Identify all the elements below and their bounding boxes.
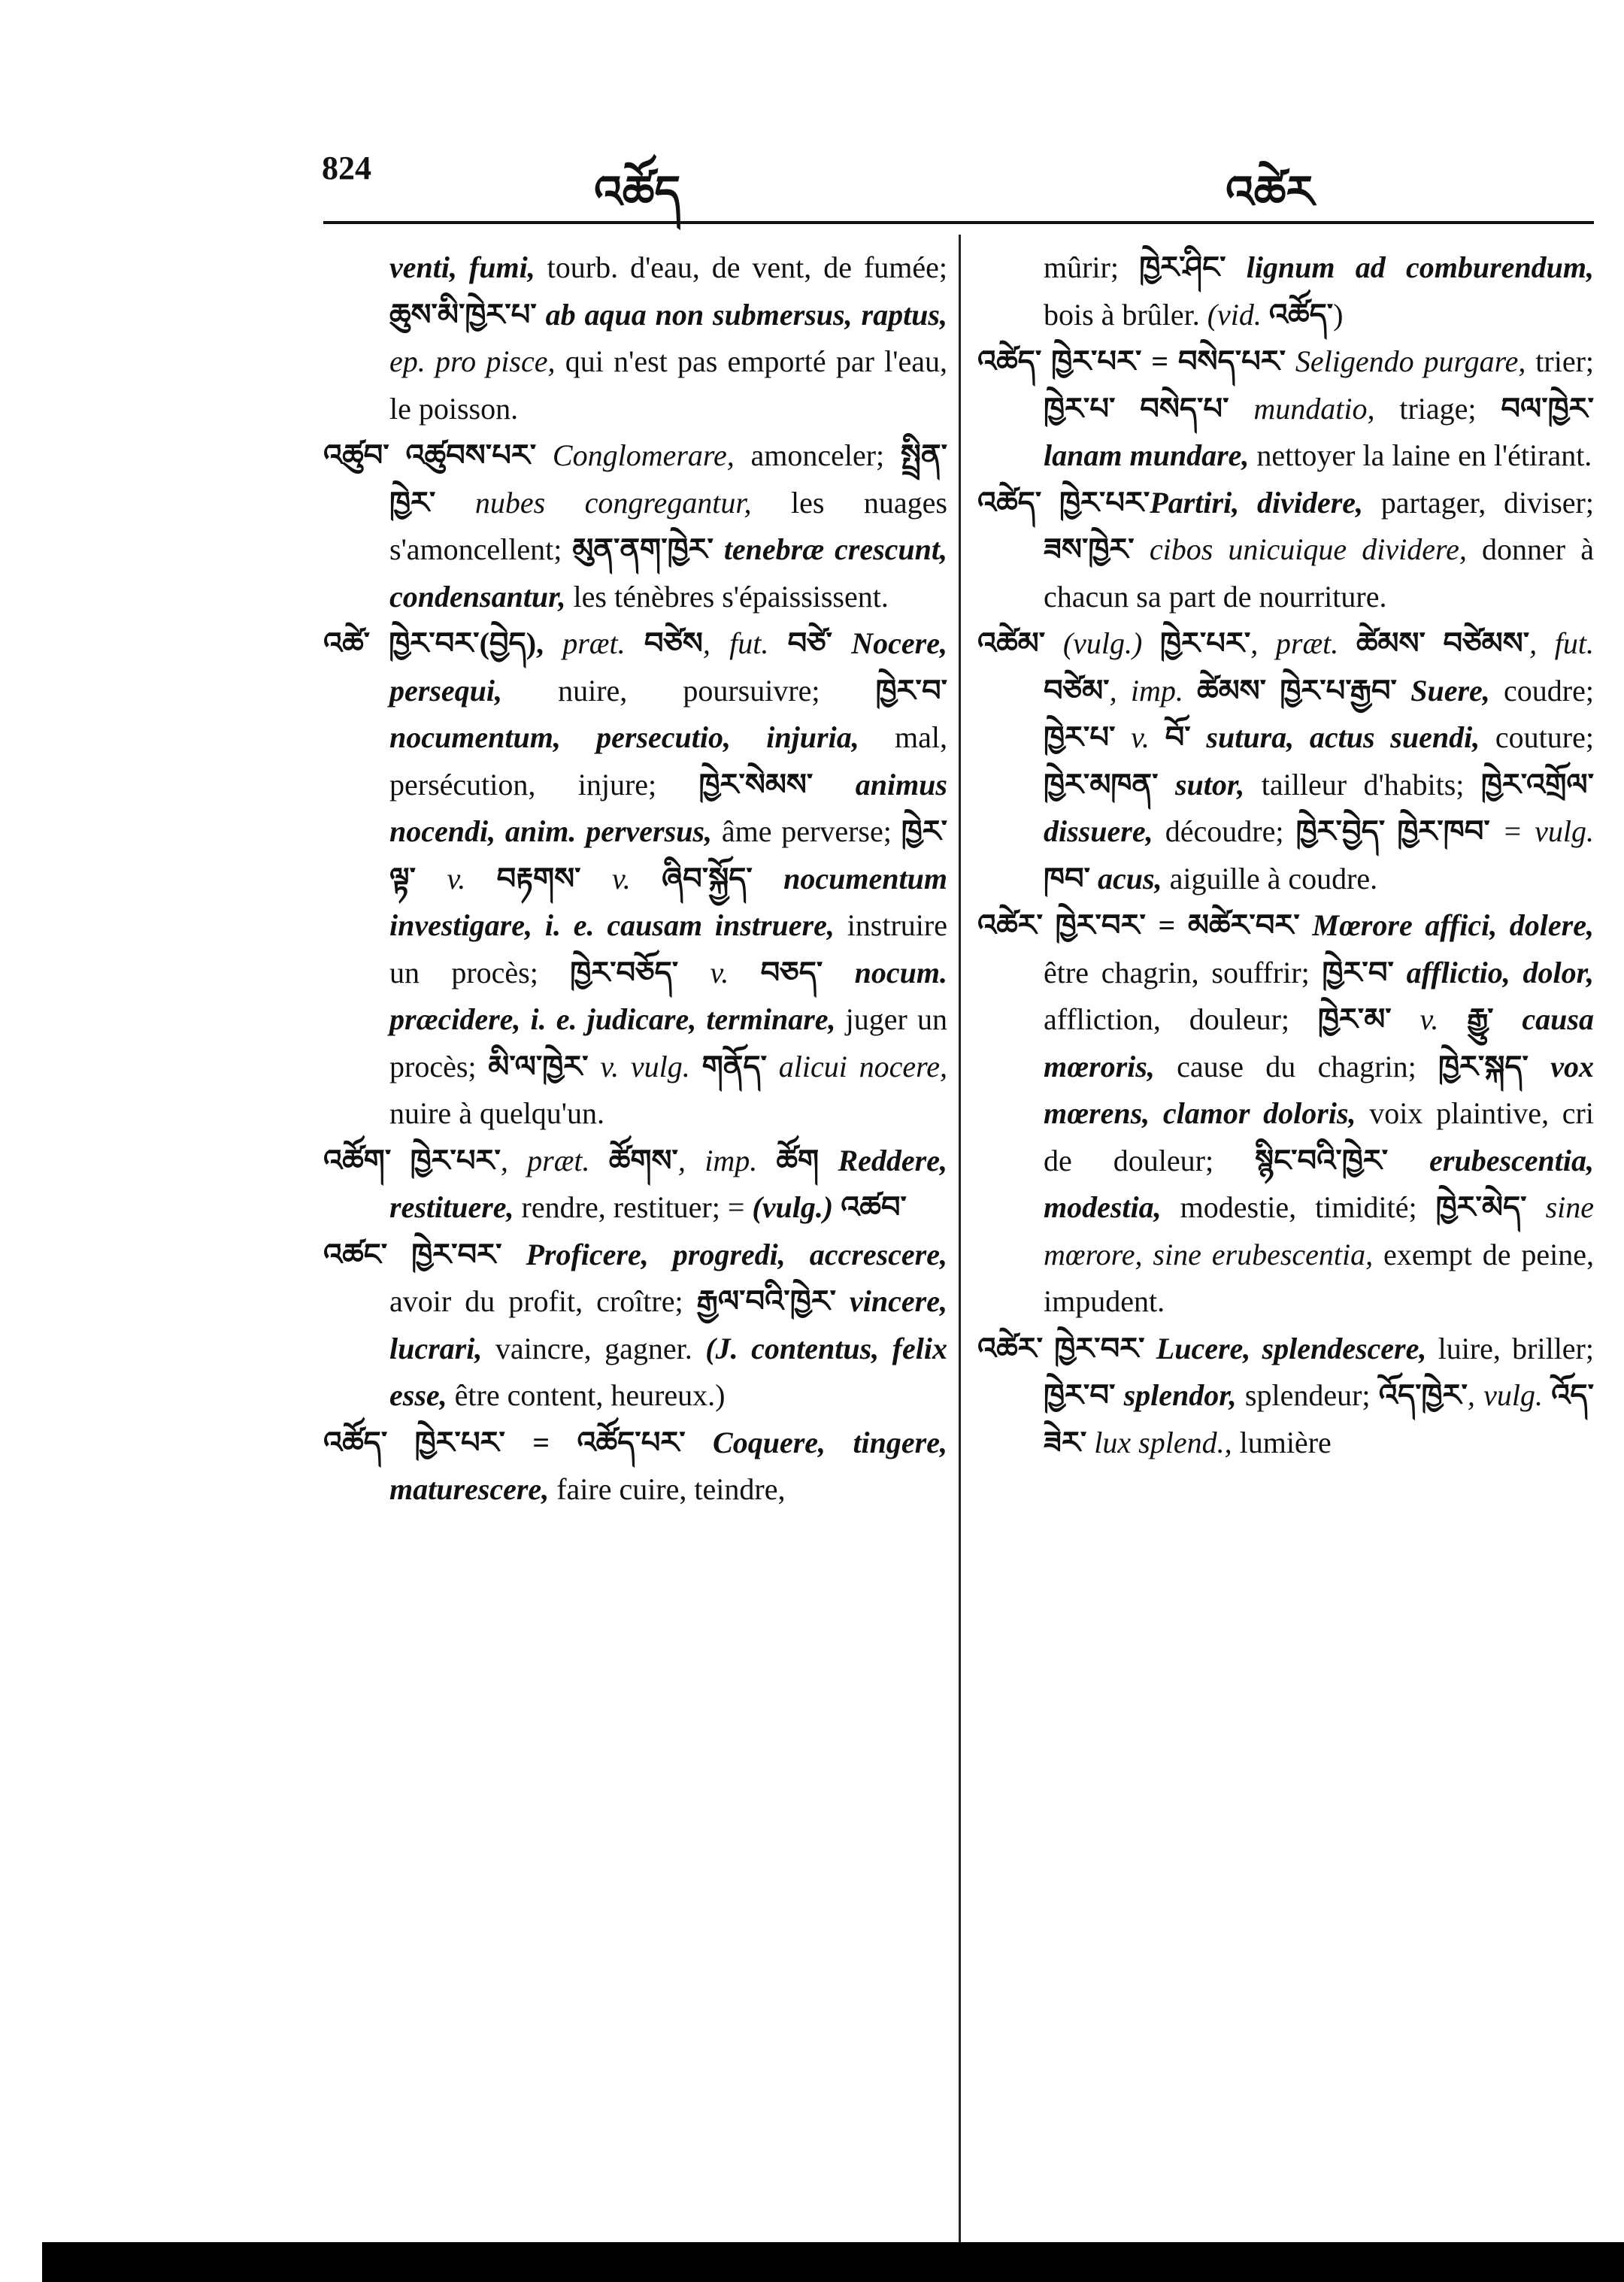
column-divider (959, 235, 961, 2280)
tibetan-text: ཚོག (776, 1143, 820, 1177)
latin-gloss: lanam mundare, (1044, 438, 1250, 472)
latin-gloss: præt. (544, 626, 644, 660)
tibetan-text: ཁྱེར་ལྟ་ (389, 814, 948, 896)
french-gloss: mal, persécution, injure; (389, 720, 947, 802)
french-gloss: trier; (1526, 344, 1595, 378)
latin-gloss: Seligendo purgare, (1286, 344, 1526, 378)
french-gloss: rendre, restituer; = (514, 1190, 753, 1224)
entry-headword: འཚེར་ (977, 908, 1056, 942)
tibetan-text: ཁྱེར་པར་ (410, 1143, 501, 1177)
tibetan-text: བཙེས (644, 626, 703, 660)
entry-headword: འཚེམ་ (977, 626, 1063, 660)
french-gloss: instruire un procès; (389, 908, 947, 989)
latin-gloss: venti, fumi, (389, 250, 535, 284)
latin-gloss: Partiri, dividere, (1150, 485, 1364, 520)
latin-gloss: cibos unicuique dividere, (1134, 532, 1467, 566)
page-number: 824 (322, 150, 371, 186)
entry-headword: འཚེད་ (977, 485, 1060, 520)
latin-gloss: v. (416, 861, 497, 896)
tibetan-text: གནོད་ (701, 1049, 767, 1083)
dictionary-entry (977, 902, 1594, 1326)
tibetan-text: ཁྱེར་བ་ (1322, 955, 1394, 989)
tibetan-text: ཁྱེར་པར་ (1059, 485, 1150, 520)
french-gloss: partager, diviser; (1363, 485, 1594, 520)
latin-gloss: splendor, (1115, 1378, 1237, 1412)
latin-gloss: afflictio, dolor, (1393, 955, 1595, 989)
french-gloss: juger un procès; (389, 1002, 947, 1083)
dictionary-entry (323, 432, 947, 620)
tibetan-text: ཁྱེར་བཅོད་ (570, 955, 679, 989)
latin-gloss: , fut. (1529, 626, 1594, 660)
latin-gloss: tenebræ crescunt, condensantur, (389, 532, 947, 614)
french-gloss: être chagrin, souffrir; (1044, 955, 1323, 989)
latin-gloss: nocumentum, persecutio, injuria, (389, 720, 859, 754)
tibetan-text: ཁྱེར་པ་ (1044, 720, 1116, 754)
tibetan-text: ཁྱེར་མཁན་ (1044, 767, 1159, 802)
french-gloss: lumière (1232, 1425, 1332, 1459)
tibetan-text: བཙེ་ (787, 626, 833, 660)
dictionary-entry (323, 244, 947, 432)
tibetan-text: ཁྱེར་སྐད་ (1438, 1049, 1529, 1083)
dictionary-entry (977, 244, 1594, 338)
latin-gloss: , præt. (1250, 626, 1356, 660)
french-gloss: donner à chacun sa part de nourriture. (1044, 532, 1594, 614)
tibetan-text: རྒྱུ་ (1467, 1002, 1494, 1036)
french-gloss: nuire, poursuivre; (502, 673, 876, 708)
latin-gloss: Proficere, progredi, accrescere, (501, 1237, 947, 1271)
tibetan-text: རྒྱལ་བའི་ཁྱེར་ (696, 1284, 837, 1318)
tibetan-text: བཅད་ (760, 955, 823, 989)
french-gloss: être content, heureux.) (447, 1378, 726, 1412)
french-gloss: aiguille à coudre. (1162, 861, 1378, 896)
latin-gloss: , vulg. (1467, 1378, 1552, 1412)
latin-gloss: lux splend., (1086, 1425, 1232, 1459)
latin-gloss: causa mœroris, (1044, 1002, 1594, 1083)
french-gloss: les ténèbres s'épaississent. (565, 579, 889, 614)
latin-gloss: v. (580, 861, 662, 896)
dictionary-entry (977, 1326, 1594, 1467)
tibetan-text: ཁྱེར་པར་ = བསེད་པར་ (1051, 344, 1286, 378)
right-column (977, 244, 1594, 1466)
latin-gloss: v. (1391, 1002, 1468, 1036)
header-rule (323, 221, 1594, 224)
latin-gloss: Coquere, tingere, maturescere, (389, 1425, 947, 1506)
latin-gloss: animus nocendi, anim. perversus, (389, 767, 947, 848)
tibetan-text: ཆུས་མི་ཁྱེར་པ་ (389, 297, 537, 332)
french-gloss: découdre; (1153, 814, 1296, 848)
tibetan-text: ཁྱེར་མེད་ (1435, 1190, 1527, 1224)
french-gloss: nuire à quelqu'un. (389, 1096, 605, 1130)
latin-gloss: Mœrore affici, dolere, (1299, 908, 1594, 942)
dictionary-entry (977, 620, 1594, 902)
french-gloss: tailleur d'habits; (1244, 767, 1481, 802)
latin-gloss: , imp. (677, 1143, 777, 1177)
latin-gloss: ab aqua non submersus, raptus, (536, 297, 947, 332)
latin-gloss: sine mœrore, sine erubescentia, (1044, 1190, 1594, 1271)
dictionary-entry (323, 1138, 947, 1232)
entry-headword: འཚེ་ (323, 626, 389, 660)
dictionary-entry (977, 480, 1594, 621)
tibetan-text: ཁྱེར་བྱེད་ ཁྱེར་ཁབ་ (1295, 814, 1490, 848)
french-gloss: les nuages s'amoncellent; (389, 485, 947, 566)
left-running-head: འཚོད (594, 168, 681, 217)
tibetan-text: ཁྱེར་པར་ (1159, 626, 1251, 660)
tibetan-text: ཁྱེར་པ་ བསེད་པ་ (1044, 391, 1229, 426)
tibetan-text: བརྟགས་ (496, 861, 581, 896)
entry-headword: འཚེར་ (977, 1331, 1055, 1365)
latin-gloss: vox mœrens, clamor doloris, (1044, 1049, 1594, 1130)
latin-gloss: nocum. præcidere, i. e. judicare, terminare, (389, 955, 947, 1036)
french-gloss: faire cuire, teindre, (549, 1472, 786, 1506)
latin-gloss: , præt. (500, 1143, 609, 1177)
tibetan-text: འོད་ཟེར་ (1044, 1378, 1594, 1459)
latin-gloss: vincere, lucrari, (389, 1284, 947, 1365)
french-gloss: nettoyer la laine en l'étirant. (1249, 438, 1592, 472)
tibetan-text: སྤྲིན་ཁྱེར་ (389, 438, 947, 520)
dictionary-entry (323, 620, 947, 1138)
french-gloss: bois à brûler. (1044, 297, 1207, 332)
latin-gloss: v. (1115, 720, 1165, 754)
latin-gloss: nubes congregantur, (435, 485, 752, 520)
bottom-scan-bar (42, 2242, 1624, 2282)
tibetan-text: ཁབ་ (1044, 861, 1091, 896)
latin-gloss: , imp. (1109, 673, 1198, 708)
dictionary-entry (323, 1420, 947, 1514)
tibetan-text: ཁྱེར་བར་ = མཚེར་བར་ (1055, 908, 1300, 942)
tibetan-text: འཚོད་ (1268, 297, 1334, 332)
french-gloss: vaincre, gagner. (482, 1331, 706, 1365)
latin-gloss: (vulg.) (752, 1190, 834, 1224)
entry-headword: འཚོད་ (323, 1425, 415, 1459)
entry-headword: འཚང་ (323, 1237, 412, 1271)
latin-gloss: lignum ad comburendum, (1226, 250, 1594, 284)
latin-gloss: erubescentia, modestia, (1044, 1143, 1594, 1224)
latin-gloss: (J. contentus, felix esse, (389, 1331, 947, 1412)
french-gloss: ) (1333, 297, 1344, 332)
entry-headword: འཚུབ་ (323, 438, 406, 472)
tibetan-text: ཞིབ་སྐྱོད་ (662, 861, 753, 896)
tibetan-text: ཚེམས་ ཁྱེར་པ་རྒྱབ་ (1197, 673, 1397, 708)
french-gloss: avoir du profit, croître; (389, 1284, 697, 1318)
tibetan-text: ཁྱེར་ཤིང་ (1139, 250, 1226, 284)
entry-headword: འཚོག་ (323, 1143, 411, 1177)
left-column (323, 244, 947, 1514)
tibetan-text: བོ་ (1165, 720, 1191, 754)
tibetan-text: མི་ལ་ཁྱེར་ (488, 1049, 589, 1083)
french-gloss: âme perverse; (712, 814, 901, 848)
tibetan-text: ཁྱེར་པར་ = འཚོད་པར་ (414, 1425, 686, 1459)
tibetan-text: ཁྱེར་འགྲོལ་ (1480, 767, 1594, 802)
tibetan-text: སྙིང་བའི་ཁྱེར་ (1255, 1143, 1389, 1177)
french-gloss: affliction, douleur; (1044, 1002, 1318, 1036)
latin-gloss: v. vulg. (588, 1049, 702, 1083)
latin-gloss: , fut. (702, 626, 788, 660)
latin-gloss: sutor, (1158, 767, 1245, 802)
latin-gloss: v. (678, 955, 761, 989)
latin-gloss: sutura, actus suendi, (1190, 720, 1480, 754)
latin-gloss: acus, (1090, 861, 1162, 896)
latin-gloss: alicui nocere, (766, 1049, 947, 1083)
french-gloss: couture; (1480, 720, 1594, 754)
french-gloss: splendeur; (1236, 1378, 1379, 1412)
tibetan-text: ཁྱེར་བར་ (1054, 1331, 1145, 1365)
latin-gloss: dissuere, (1044, 814, 1153, 848)
latin-gloss: (vulg.) (1062, 626, 1160, 660)
tibetan-text: ཁྱེར་སེམས་ (698, 767, 814, 802)
latin-gloss: Conglomerare, (536, 438, 735, 472)
french-gloss: amonceler; (734, 438, 901, 472)
french-gloss: tourb. d'eau, de vent, de fumée; (535, 250, 948, 284)
latin-gloss: Suere, (1396, 673, 1490, 708)
french-gloss: exempt de peine, impudent. (1044, 1237, 1595, 1318)
tibetan-text: མུན་ནག་ཁྱེར་ (572, 532, 714, 566)
tibetan-text: ཁྱེར་བར་(བྱེད), (389, 626, 544, 660)
tibetan-text: ཁྱེར་བ་ (1044, 1378, 1116, 1412)
french-gloss: qui n'est pas emporté par l'eau, le poisson. (389, 344, 947, 426)
french-gloss: triage; (1374, 391, 1501, 426)
latin-gloss: Lucere, splendescere, (1144, 1331, 1427, 1365)
right-running-head: འཚེར (1226, 168, 1314, 217)
french-gloss: luire, briller; (1426, 1331, 1594, 1365)
dictionary-entry (323, 1232, 947, 1420)
tibetan-text: ཁྱེར་བར་ (411, 1237, 502, 1271)
latin-gloss: (vid. (1207, 297, 1269, 332)
tibetan-text: ཁྱེར་མ་ (1317, 1002, 1392, 1036)
latin-gloss: = vulg. (1489, 814, 1594, 848)
tibetan-text: བལ་ཁྱེར་ (1501, 391, 1594, 426)
tibetan-text: ཟས་ཁྱེར་ (1044, 532, 1135, 566)
tibetan-text: འཚུབས་པར་ (405, 438, 537, 472)
latin-gloss: mundatio, (1229, 391, 1375, 426)
french-gloss: mûrir; (1044, 250, 1140, 284)
french-gloss: cause du chagrin; (1154, 1049, 1439, 1083)
french-gloss: coudre; (1489, 673, 1594, 708)
tibetan-text: བཙེམ་ (1044, 673, 1110, 708)
latin-gloss: Nocere, persequi, (389, 626, 947, 708)
french-gloss: modestie, timidité; (1161, 1190, 1436, 1224)
latin-gloss: ep. pro pisce, (389, 344, 556, 378)
latin-gloss: Reddere, restituere, (389, 1143, 947, 1224)
tibetan-text: ཚེམས་ བཙེམས་ (1356, 626, 1530, 660)
tibetan-text: ཁྱེར་བ་ (875, 673, 947, 708)
tibetan-text: འོད་ཁྱེར་ (1378, 1378, 1468, 1412)
latin-gloss: nocumentum investigare, i. e. causam instruere, (389, 861, 947, 942)
tibetan-text: ཚོགས་ (608, 1143, 678, 1177)
entry-headword: འཚེད་ (977, 344, 1052, 378)
dictionary-entry (977, 338, 1594, 480)
tibetan-text: འཚབ་ (833, 1190, 907, 1224)
french-gloss: voix plaintive, cri de douleur; (1044, 1096, 1594, 1177)
